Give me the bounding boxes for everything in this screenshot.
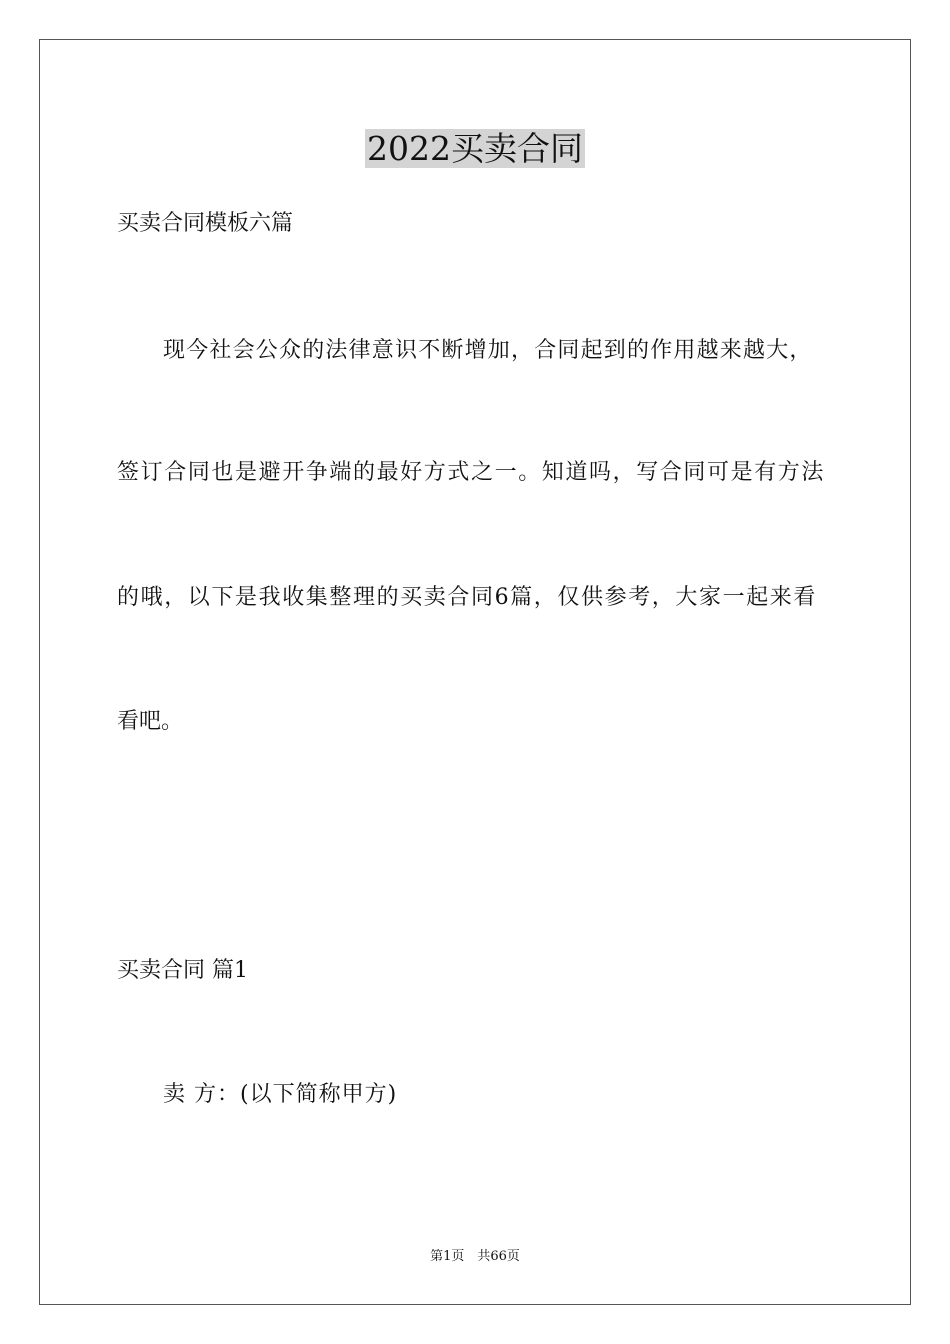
document-subtitle: 买卖合同模板六篇 <box>117 211 294 236</box>
seller-line: 卖 方：(以下简称甲方) <box>163 1082 398 1107</box>
intro-paragraph-line-1: 现今社会公众的法律意识不断增加，合同起到的作用越来越大， <box>163 338 813 363</box>
document-title-text: 2022买卖合同 <box>367 129 583 168</box>
section-heading: 买卖合同 篇1 <box>117 958 248 983</box>
intro-paragraph-line-4: 看吧。 <box>117 709 184 734</box>
document-title <box>0 128 950 170</box>
intro-paragraph-line-3: 的哦，以下是我收集整理的买卖合同6篇，仅供参考，大家一起来看 <box>117 585 817 610</box>
intro-paragraph-line-2: 签订合同也是避开争端的最好方式之一。知道吗，写合同可是有方法 <box>117 460 826 485</box>
page-footer: 第1页 共66页 <box>430 1249 520 1264</box>
